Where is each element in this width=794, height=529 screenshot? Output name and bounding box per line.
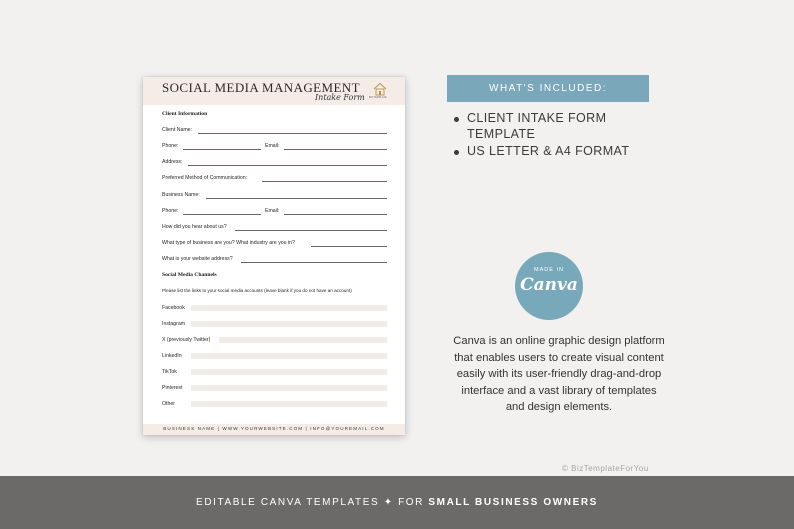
bullet-icon (454, 117, 459, 122)
intake-form-preview (143, 77, 405, 435)
phone2-label: Phone: (162, 208, 179, 214)
description-line: easily with its user-friendly drag-and-drop (456, 368, 662, 381)
channel-input-bar (191, 385, 387, 391)
doc-title: SOCIAL MEDIA MANAGEMENT (162, 80, 360, 95)
channel-input-bar (191, 305, 387, 311)
channel-input-bar (219, 337, 387, 343)
canva-wordmark: Canva (520, 275, 578, 295)
included-item: US LETTER & A4 FORMAT (467, 144, 630, 158)
phone-line (183, 149, 261, 150)
star-separator-icon: ✦ (383, 497, 394, 508)
how-heard-label: How did you hear about us? (162, 224, 227, 230)
channel-label: Pinterest (162, 385, 183, 391)
client-info-heading: Client Information (162, 111, 208, 117)
channel-input-bar (191, 369, 387, 375)
email-label: Email: (265, 143, 280, 149)
description-line: that enables users to create visual content (454, 351, 664, 364)
banner-part-editable: EDITABLE CANVA TEMPLATES (196, 497, 380, 508)
phone2-line (183, 214, 261, 215)
business-name-line (206, 198, 387, 199)
channel-label: Instagram (162, 321, 186, 327)
channel-input-bar (191, 401, 387, 407)
website-label: What is your website address? (162, 256, 233, 262)
bottom-banner-text (0, 497, 794, 508)
description-line: Canva is an online graphic design platform (453, 335, 665, 347)
channel-label: Facebook (162, 305, 185, 311)
business-type-label: What type of business are you? What industry are you in? (162, 240, 295, 246)
business-type-line (311, 246, 387, 247)
preferred-method-label: Preferred Method of Communication: (162, 175, 248, 181)
whats-included-heading: WHAT'S INCLUDED: (489, 83, 607, 94)
client-name-line (198, 133, 387, 134)
address-line (188, 165, 387, 166)
email2-label: Email: (265, 208, 280, 214)
house-logo-icon (373, 82, 387, 96)
preferred-method-line (262, 181, 387, 182)
banner-part-audience: SMALL BUSINESS OWNERS (428, 497, 598, 508)
logo-caption: BIZ TEMPLATE (369, 96, 387, 99)
included-item: CLIENT INTAKE FORM (467, 111, 607, 125)
channel-input-bar (191, 353, 387, 359)
email-line (284, 149, 387, 150)
canva-description (433, 333, 685, 416)
address-label: Address: (162, 159, 183, 165)
channel-input-bar (191, 321, 387, 327)
bullet-icon (454, 150, 459, 155)
made-in-text: MADE IN (534, 267, 564, 273)
copyright-text: © BizTemplateForYou (562, 464, 649, 473)
description-line: interface and a vast library of templates (461, 384, 657, 397)
banner-part-for: FOR (398, 497, 424, 508)
social-instructions: Please list the links to your social media accounts (leave blank if you do not have an account) (162, 288, 352, 293)
included-item-continued: TEMPLATE (467, 127, 536, 141)
doc-subtitle: Intake Form (315, 93, 365, 102)
email2-line (284, 214, 387, 215)
website-line (241, 262, 387, 263)
business-name-label: Business Name: (162, 192, 200, 198)
how-heard-line (235, 230, 387, 231)
channel-label: X (previously Twitter) (162, 337, 211, 343)
description-line: and design elements. (505, 401, 613, 414)
channel-label: Other (162, 401, 175, 407)
social-channels-heading: Social Media Channels (162, 272, 217, 278)
channel-label: LinkedIn (162, 353, 182, 359)
doc-footer-text: BUSINESS NAME | WWW.YOURWEBSITE.COM | INFO@YOUREMAIL.COM (163, 426, 385, 431)
phone-label: Phone: (162, 143, 179, 149)
channel-label: TikTok (162, 369, 177, 375)
client-name-label: Client Name: (162, 127, 192, 133)
